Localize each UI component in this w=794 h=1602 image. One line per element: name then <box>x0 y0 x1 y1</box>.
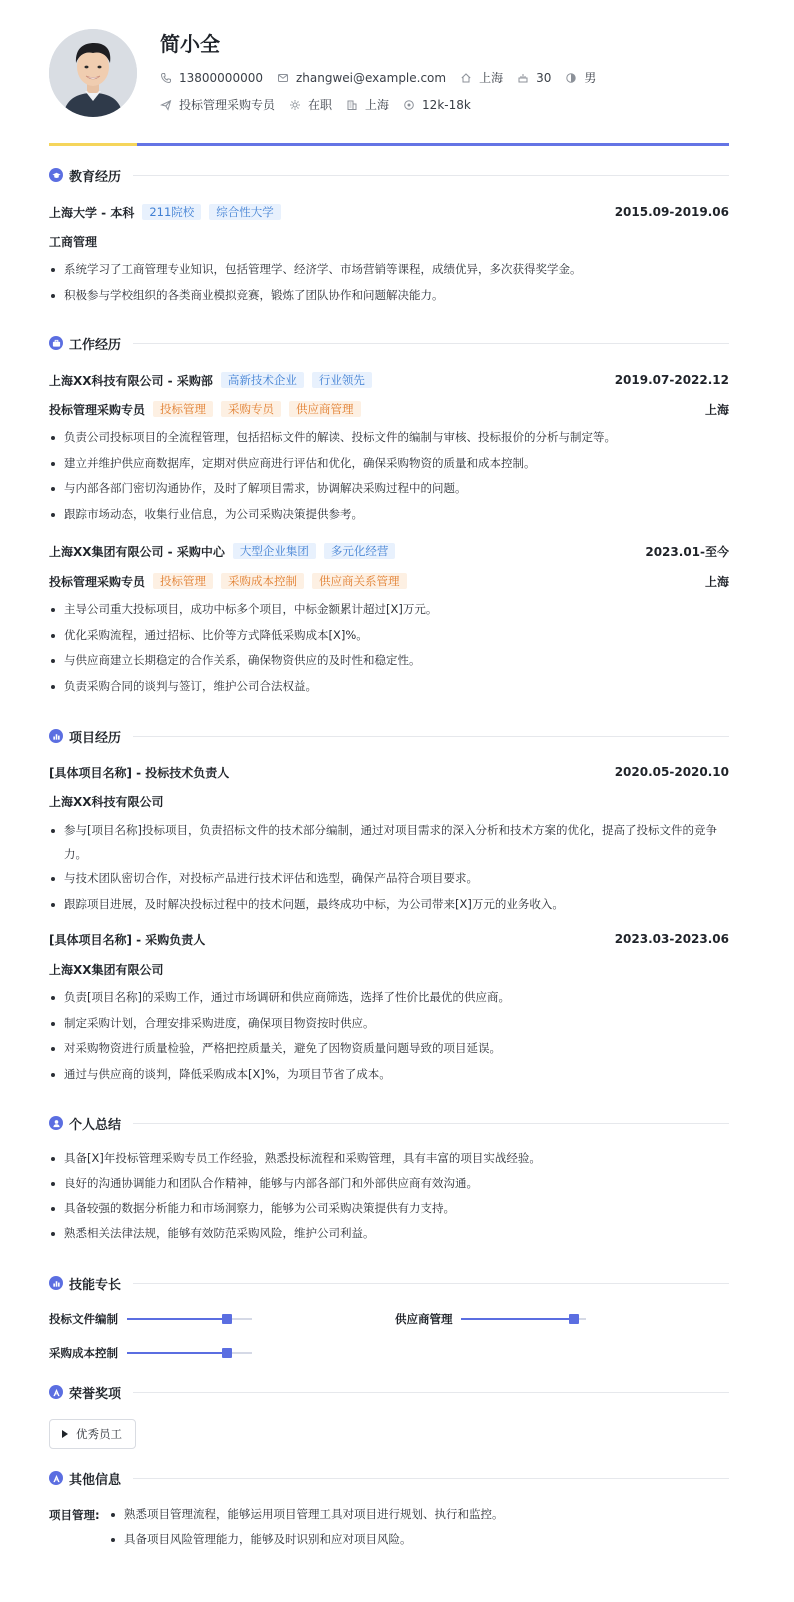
award-name: 优秀员工 <box>76 1427 122 1441</box>
skill-level-fill <box>461 1318 574 1320</box>
skill-level-bar <box>127 1318 252 1320</box>
list-item: 积极参与学校组织的各类商业模拟竞赛，锻炼了团队协作和问题解决能力。 <box>49 283 729 309</box>
job-city: 上海 <box>704 402 729 417</box>
project-period: 2023.03-2023.06 <box>614 932 729 946</box>
role-tag: 供应商关系管理 <box>312 573 407 589</box>
position-text: 投标管理采购专员 <box>179 98 276 112</box>
project-org: 上海XX集团有限公司 <box>49 962 164 977</box>
projects-section <box>49 725 729 1081</box>
status-text: 在职 <box>308 98 333 112</box>
avatar <box>49 29 137 117</box>
list-item: 熟悉相关法律法规，能够有效防范采购风险，维护公司利益。 <box>49 1221 729 1246</box>
award-icon <box>49 1385 63 1399</box>
list-item: 具备较强的数据分析能力和市场洞察力，能够为公司采购决策提供有力支持。 <box>49 1196 729 1221</box>
section-heading <box>49 1272 729 1294</box>
location-text: 上海 <box>479 71 504 85</box>
info-icon <box>49 1471 63 1485</box>
header-divider-accent <box>49 143 137 146</box>
graduation-cap-icon <box>49 168 63 182</box>
section-title: 技能专长 <box>69 1277 122 1293</box>
major-name: 工商管理 <box>49 234 98 249</box>
list-item: 熟悉项目管理流程，能够运用项目管理工具对项目进行规划、执行和监控。 <box>109 1502 729 1527</box>
school-tag: 211院校 <box>142 204 201 220</box>
candidate-name: 简小全 <box>160 32 220 56</box>
job-role-row <box>49 572 729 590</box>
list-item: 具备项目风险管理能力，能够及时识别和应对项目风险。 <box>109 1527 729 1552</box>
list-item: 参与[项目名称]投标项目，负责招标文件的技术部分编制，通过对项目需求的深入分析和技术方案的优化，提高了投标文件的竞争力。 <box>49 818 729 866</box>
phone-item <box>160 71 263 85</box>
age-item <box>517 71 551 85</box>
list-item: 与供应商建立长期稳定的合作关系，确保物资供应的及时性和稳定性。 <box>49 648 729 674</box>
company-name: 上海XX科技有限公司 - 采购部 <box>49 373 213 388</box>
status-item <box>289 96 332 113</box>
company-tag: 高新技术企业 <box>221 372 304 388</box>
project-bullets <box>49 818 729 917</box>
gender-item <box>565 69 596 86</box>
section-divider <box>133 343 729 344</box>
project-bullets <box>49 985 729 1087</box>
role-tag: 采购成本控制 <box>221 573 304 589</box>
list-item: 系统学习了工商管理专业知识，包括管理学、经济学、市场营销等课程，成绩优异，多次获得奖学金。 <box>49 257 729 283</box>
location-item <box>460 69 503 86</box>
section-heading <box>49 1112 729 1134</box>
salary-text: 12k-18k <box>422 97 471 112</box>
skill-level-knob <box>569 1314 579 1324</box>
section-title: 教育经历 <box>69 169 122 185</box>
skill-item <box>49 1310 252 1328</box>
skill-level-fill <box>127 1352 227 1354</box>
project-org-row <box>49 960 729 978</box>
mail-icon <box>277 72 289 84</box>
project-period: 2020.05-2020.10 <box>614 765 729 779</box>
role-tag: 采购专员 <box>221 401 281 417</box>
job-period: 2019.07-2022.12 <box>614 373 729 387</box>
summary-bullets <box>49 1146 729 1246</box>
list-item: 制定采购计划，合理安排采购进度，确保项目物资按时供应。 <box>49 1011 729 1037</box>
work-section <box>49 332 729 693</box>
other-bullets <box>109 1502 729 1552</box>
play-icon <box>62 1430 68 1438</box>
skill-level-knob <box>222 1348 232 1358</box>
skill-level-knob <box>222 1314 232 1324</box>
gender-icon <box>565 72 577 84</box>
section-heading <box>49 1467 729 1489</box>
job-role: 投标管理采购专员 <box>49 402 146 417</box>
age-text: 30 <box>536 70 552 85</box>
settings-icon <box>289 99 301 111</box>
phone-icon <box>160 72 172 84</box>
list-item: 负责公司投标项目的全流程管理，包括招标文件的解读、投标文件的编制与审核、投标报价的分析与制定等。 <box>49 425 729 451</box>
other-label: 项目管理: <box>49 1508 100 1522</box>
education-bullets <box>49 257 729 308</box>
job-bullets <box>49 597 729 699</box>
user-icon <box>49 1116 63 1130</box>
list-item: 对采购物资进行质量检验，严格把控质量关，避免了因物资质量问题导致的项目延误。 <box>49 1036 729 1062</box>
position-item <box>160 96 275 113</box>
city-item <box>346 96 389 113</box>
avatar-portrait-icon <box>49 29 137 117</box>
summary-section <box>49 1112 729 1240</box>
award-item <box>49 1419 136 1449</box>
skills-section <box>49 1272 729 1360</box>
email-item <box>277 71 446 85</box>
bar-chart-icon <box>49 729 63 743</box>
list-item: 跟踪项目进展，及时解决投标过程中的技术问题，最终成功中标，为公司带来[X]万元的业务收入。 <box>49 892 729 918</box>
job-city: 上海 <box>704 574 729 589</box>
section-title: 荣誉奖项 <box>69 1386 122 1402</box>
list-item: 跟踪市场动态，收集行业信息，为公司采购决策提供参考。 <box>49 502 729 528</box>
school-name: 上海大学 - 本科 <box>49 205 135 220</box>
project-name: [具体项目名称] - 投标技术负责人 <box>49 765 230 780</box>
section-divider <box>133 1123 729 1124</box>
bar-chart-icon <box>49 1276 63 1290</box>
project-org: 上海XX科技有限公司 <box>49 794 164 809</box>
contact-row <box>160 69 610 86</box>
coin-icon <box>403 99 415 111</box>
list-item: 与内部各部门密切沟通协作，及时了解项目需求，协调解决采购过程中的问题。 <box>49 476 729 502</box>
salary-item <box>403 98 471 112</box>
company-name: 上海XX集团有限公司 - 采购中心 <box>49 544 225 559</box>
skill-item <box>49 1344 252 1362</box>
section-heading <box>49 164 729 186</box>
email-text: zhangwei@example.com <box>295 70 447 85</box>
section-divider <box>133 736 729 737</box>
list-item: 建立并维护供应商数据库，定期对供应商进行评估和优化，确保采购物资的质量和成本控制。 <box>49 451 729 477</box>
project-org-row <box>49 792 729 810</box>
project-row <box>49 763 729 781</box>
company-tag: 行业领先 <box>312 372 372 388</box>
section-title: 工作经历 <box>69 337 122 353</box>
list-item: 通过与供应商的谈判，降低采购成本[X]%，为项目节省了成本。 <box>49 1062 729 1088</box>
building-icon <box>346 99 358 111</box>
job-role: 投标管理采购专员 <box>49 574 146 589</box>
briefcase-icon <box>49 336 63 350</box>
job-intent-row <box>160 96 485 113</box>
list-item: 具备[X]年投标管理采购专员工作经验，熟悉投标流程和采购管理，具有丰富的项目实战经验。 <box>49 1146 729 1171</box>
other-section <box>49 1467 729 1546</box>
company-tag: 大型企业集团 <box>233 543 316 559</box>
skill-item <box>395 1310 586 1328</box>
cake-icon <box>517 72 529 84</box>
list-item: 负责[项目名称]的采购工作，通过市场调研和供应商筛选，选择了性价比最优的供应商。 <box>49 985 729 1011</box>
section-heading <box>49 1381 729 1403</box>
section-divider <box>133 1283 729 1284</box>
resume-header <box>49 0 729 146</box>
major-row <box>49 232 729 250</box>
awards-section <box>49 1381 729 1441</box>
section-divider <box>133 1392 729 1393</box>
skill-name: 采购成本控制 <box>49 1346 118 1360</box>
section-divider <box>133 175 729 176</box>
section-title: 个人总结 <box>69 1117 122 1133</box>
gender-text: 男 <box>584 71 597 85</box>
list-item: 与技术团队密切合作，对投标产品进行技术评估和选型，确保产品符合项目要求。 <box>49 866 729 892</box>
skill-level-fill <box>127 1318 227 1320</box>
education-row <box>49 203 729 221</box>
list-item: 优化采购流程，通过招标、比价等方式降低采购成本[X]%。 <box>49 623 729 649</box>
role-tag: 供应商管理 <box>289 401 361 417</box>
section-title: 项目经历 <box>69 730 122 746</box>
job-company-row <box>49 371 729 389</box>
company-tag: 多元化经营 <box>324 543 396 559</box>
section-heading <box>49 725 729 747</box>
job-company-row <box>49 542 729 560</box>
education-period: 2015.09-2019.06 <box>614 205 729 219</box>
role-tag: 投标管理 <box>153 401 213 417</box>
section-heading <box>49 332 729 354</box>
education-section <box>49 164 729 302</box>
home-icon <box>460 72 472 84</box>
list-item: 负责采购合同的谈判与签订，维护公司合法权益。 <box>49 674 729 700</box>
role-tag: 投标管理 <box>153 573 213 589</box>
city-text: 上海 <box>365 98 390 112</box>
job-period: 2023.01-至今 <box>645 544 729 559</box>
section-divider <box>133 1478 729 1479</box>
section-title: 其他信息 <box>69 1472 122 1488</box>
project-row <box>49 930 729 948</box>
list-item: 良好的沟通协调能力和团队合作精神，能够与内部各部门和外部供应商有效沟通。 <box>49 1171 729 1196</box>
header-divider <box>49 143 729 146</box>
skill-level-bar <box>461 1318 586 1320</box>
list-item: 主导公司重大投标项目，成功中标多个项目，中标金额累计超过[X]万元。 <box>49 597 729 623</box>
project-name: [具体项目名称] - 采购负责人 <box>49 932 206 947</box>
phone-text: 13800000000 <box>179 70 263 85</box>
job-role-row <box>49 400 729 418</box>
send-icon <box>160 99 172 111</box>
skill-level-bar <box>127 1352 252 1354</box>
skill-name: 供应商管理 <box>395 1312 453 1326</box>
job-bullets <box>49 425 729 527</box>
school-tag: 综合性大学 <box>209 204 281 220</box>
skill-name: 投标文件编制 <box>49 1312 118 1326</box>
